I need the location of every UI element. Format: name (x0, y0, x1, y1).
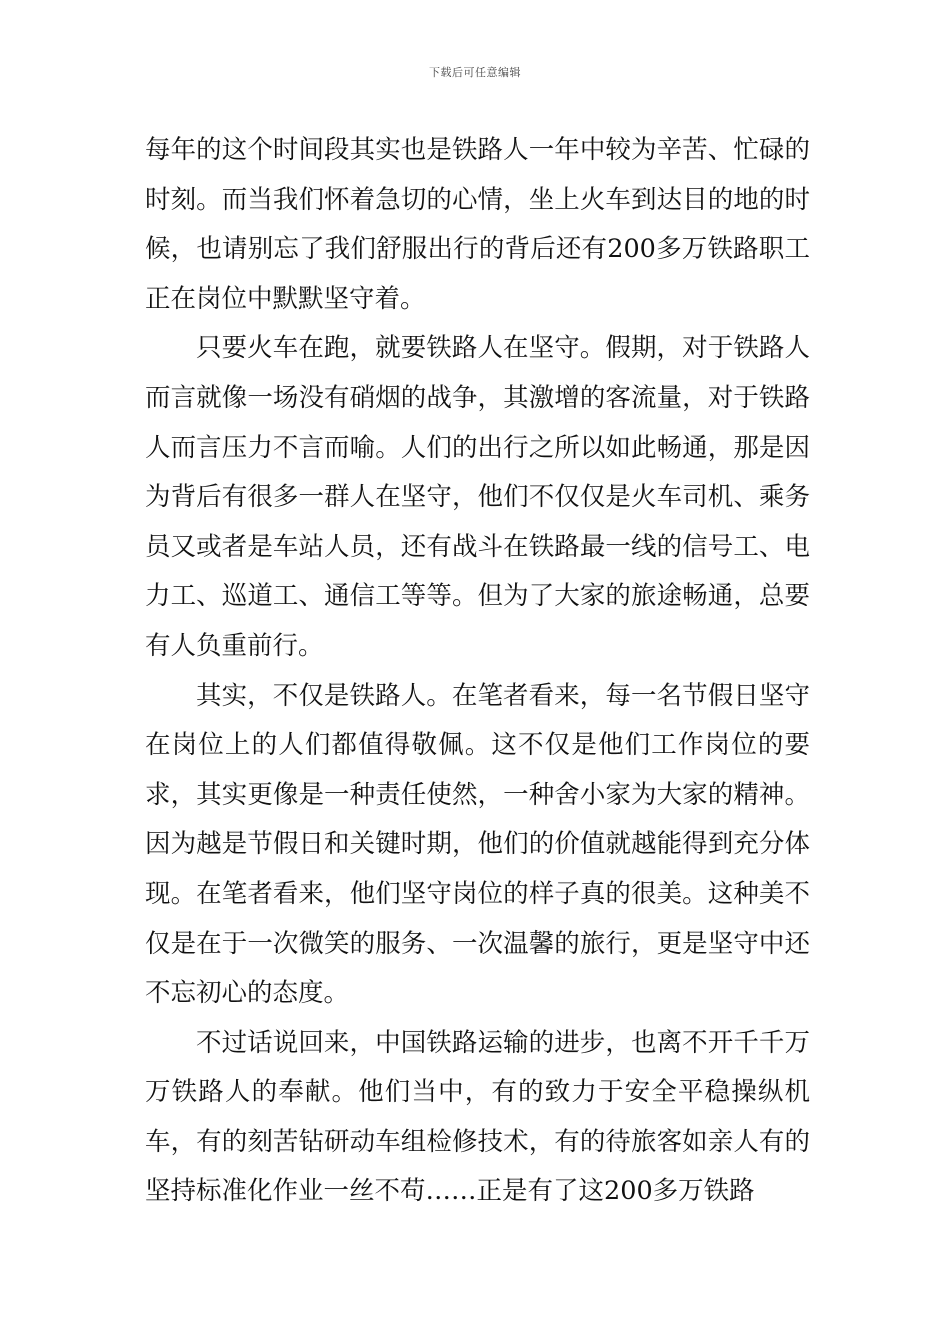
paragraph-3: 其实，不仅是铁路人。在笔者看来，每一名节假日坚守在岗位上的人们都值得敬佩。这不仅是他们工作岗位的要求，其实更像是一种责任使然，一种舍小家为大家的精神。因为越是节假日和关键时期，他们的价值就越能得到充分体现。在笔者看来，他们坚守岗位的样子真的很美。这种美不仅是在于一次微笑的服务、一次温馨的旅行，更是坚守中还不忘初心的态度。 (145, 680, 810, 1009)
paragraph-1: 每年的这个时间段其实也是铁路人一年中较为辛苦、忙碌的时刻。而当我们怀着急切的心情，坐上火车到达目的地的时候，也请别忘了我们舒服出行的背后还有200多万铁路职工正在岗位中默默坚守着。 (145, 135, 810, 314)
paragraph-2: 只要火车在跑，就要铁路人在坚守。假期，对于铁路人而言就像一场没有硝烟的战争，其激增的客流量，对于铁路人而言压力不言而喻。人们的出行之所以如此畅通，那是因为背后有很多一群人在坚守，他们不仅仅是火车司机、乘务员又或者是车站人员，还有战斗在铁路最一线的信号工、电力工、巡道工、通信工等等。但为了大家的旅途畅通，总要有人负重前行。 (145, 333, 810, 661)
document-body (145, 126, 810, 1217)
header-note: 下载后可任意编辑 (429, 66, 521, 79)
paragraph-4: 不过话说回来，中国铁路运输的进步，也离不开千千万万铁路人的奉献。他们当中，有的致力于安全平稳操纵机车，有的刻苦钻研动车组检修技术，有的待旅客如亲人有的坚持标准化作业一丝不苟……正是有了这200多万铁路 (145, 1027, 810, 1207)
